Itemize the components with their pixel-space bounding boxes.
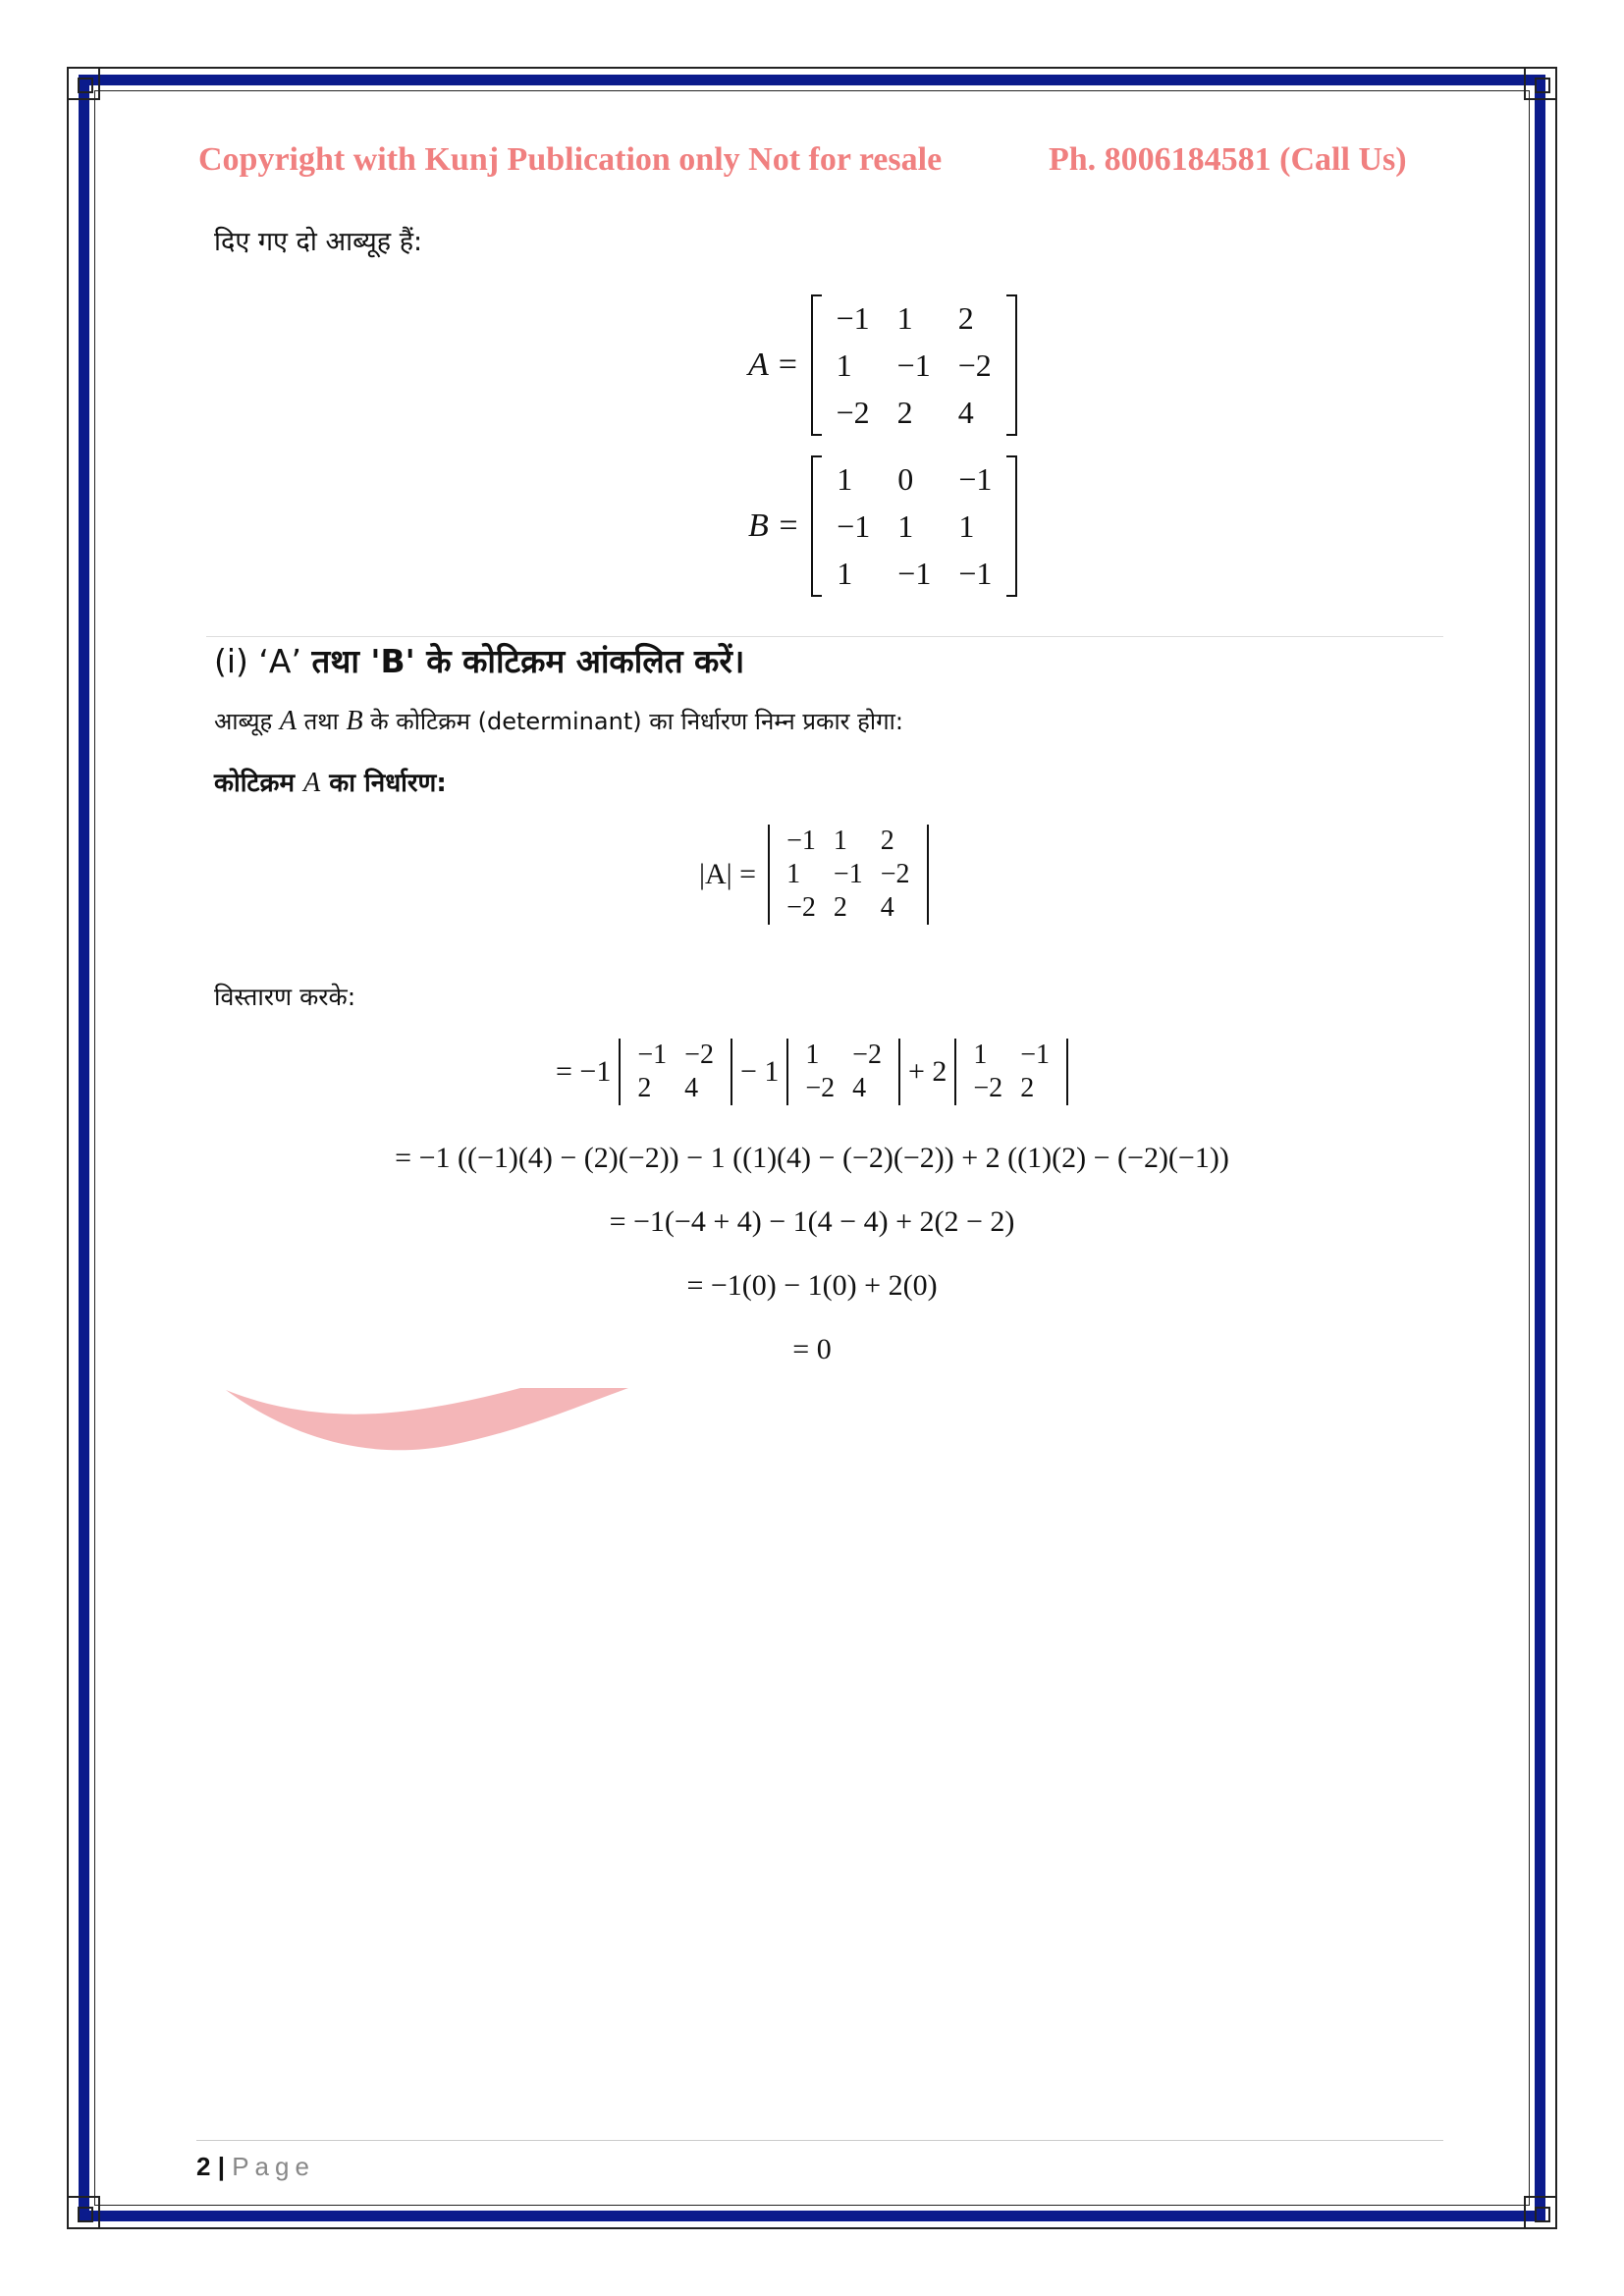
matrix-cell: 1 <box>958 507 975 544</box>
matrix-row <box>823 389 1005 436</box>
matrix-cell: −1 <box>637 1040 668 1070</box>
step-3: = −1(0) − 1(0) + 2(0) <box>686 1269 938 1302</box>
part-i-heading <box>214 638 744 682</box>
matrix-cell: 2 <box>880 826 894 856</box>
expansion-term-2: − 1 <box>739 1055 780 1088</box>
matrix-cell: 2 <box>957 299 974 336</box>
copyright-header <box>198 141 1435 179</box>
matrix-row <box>964 1039 1058 1072</box>
description-var-b: B <box>346 706 363 736</box>
expand-label: विस्तारण करके: <box>214 983 356 1011</box>
description-pre: आब्यूह <box>214 708 280 735</box>
page-number: 2 <box>196 2152 211 2181</box>
determinant-a-label: |A| = <box>699 858 757 890</box>
minor-2 <box>786 1039 900 1105</box>
matrix-cell: 2 <box>833 892 847 923</box>
step-4: = 0 <box>792 1333 832 1365</box>
expansion-term-1: = −1 <box>556 1055 612 1088</box>
matrix-cell: −2 <box>805 1073 836 1103</box>
corner-ornament-bottom-left <box>67 2196 100 2229</box>
corner-ornament-top-right <box>1524 67 1557 100</box>
matrix-cell: 1 <box>805 1040 820 1070</box>
matrix-b-brackets <box>811 455 1017 597</box>
matrix-cell: 1 <box>837 555 853 591</box>
expansion-term-3: + 2 <box>907 1055 947 1088</box>
determinant-a <box>699 825 929 925</box>
matrix-cell: 2 <box>637 1073 652 1103</box>
matrix-cell: 1 <box>786 859 801 889</box>
determinant-a-table <box>778 825 918 925</box>
matrix-cell: −1 <box>837 507 871 544</box>
subheading-pre: कोटिक्रम <box>214 769 304 798</box>
description-var-a: A <box>279 706 297 736</box>
matrix-cell: 1 <box>833 826 847 856</box>
matrix-cell: −1 <box>786 826 816 856</box>
page-separator: | <box>217 2152 225 2181</box>
matrix-cell: −1 <box>897 555 932 591</box>
matrix-row <box>778 891 918 925</box>
page-label: Page <box>232 2152 315 2181</box>
matrix-row <box>823 294 1005 342</box>
matrix-cell: 1 <box>836 347 852 383</box>
matrix-cell: −1 <box>958 460 993 497</box>
matrix-row <box>778 825 918 858</box>
matrix-cell: −2 <box>973 1073 1003 1103</box>
matrix-cell: 2 <box>896 394 913 430</box>
matrix-b-label: B = <box>748 507 800 544</box>
matrix-cell: −2 <box>957 347 992 383</box>
corner-ornament-top-left <box>67 67 100 100</box>
matrix-b-table <box>823 455 1005 597</box>
description-post: के कोटिक्रम (determinant) का निर्धारण निम्न प्रकार होगा: <box>362 708 903 735</box>
matrix-cell: −1 <box>833 859 863 889</box>
part-i-prefix: (i) ‘A’ <box>214 642 312 680</box>
matrix-cell: −1 <box>958 555 993 591</box>
description-mid: तथा <box>296 708 347 735</box>
copyright-text: Copyright with Kunj Publication only Not for resale <box>198 141 943 178</box>
matrix-a <box>748 294 1017 436</box>
subheading-post: का निर्धारण: <box>320 769 447 798</box>
matrix-cell: −1 <box>1020 1040 1050 1070</box>
step-2: = −1(−4 + 4) − 1(4 − 4) + 2(2 − 2) <box>609 1205 1015 1238</box>
matrix-cell: −2 <box>852 1040 882 1070</box>
phone-text: Ph. 8006184581 (Call Us) <box>1049 141 1407 178</box>
matrix-row <box>796 1039 891 1072</box>
step-1: = −1 ((−1)(4) − (2)(−2)) − 1 ((1)(4) − (−2)(−2)) + 2 ((1)(2) − (−2)(−1)) <box>395 1142 1229 1174</box>
minor-3 <box>954 1039 1068 1105</box>
matrix-row <box>964 1072 1058 1105</box>
matrix-row <box>823 550 1005 597</box>
matrix-row <box>796 1072 891 1105</box>
matrix-row <box>823 503 1005 550</box>
section-divider <box>206 636 1443 637</box>
watermark-swoosh <box>226 1384 638 1463</box>
matrix-b <box>748 455 1017 597</box>
matrix-a-label: A = <box>748 347 799 383</box>
minor-1 <box>619 1039 732 1105</box>
subheading <box>214 764 447 799</box>
description-text <box>214 705 903 737</box>
matrix-cell: 4 <box>957 394 974 430</box>
matrix-cell: 2 <box>1020 1073 1035 1103</box>
part-i-title: तथा 'B' के कोटिक्रम आंकलित करें। <box>311 642 745 680</box>
matrix-a-brackets <box>811 294 1017 436</box>
matrix-cell: 0 <box>897 460 914 497</box>
minor-1-table <box>628 1039 723 1105</box>
matrix-cell: −2 <box>684 1040 714 1070</box>
matrix-cell: 1 <box>973 1040 988 1070</box>
matrix-cell: 1 <box>897 507 914 544</box>
matrix-cell: 1 <box>896 299 913 336</box>
minor-3-table <box>964 1039 1058 1105</box>
minor-2-table <box>796 1039 891 1105</box>
matrix-a-table <box>823 294 1005 436</box>
matrix-row <box>628 1039 723 1072</box>
matrix-cell: −2 <box>836 394 870 430</box>
matrix-cell: −2 <box>880 859 910 889</box>
matrix-cell: 4 <box>880 892 894 923</box>
matrix-row <box>823 342 1005 389</box>
matrix-cell: −1 <box>836 299 870 336</box>
matrix-row <box>823 455 1005 503</box>
matrix-row <box>778 858 918 891</box>
determinant-a-bars <box>768 825 928 925</box>
expansion-line <box>0 1039 1624 1105</box>
page-footer <box>196 2152 315 2182</box>
matrix-cell: −2 <box>786 892 816 923</box>
matrix-cell: 1 <box>837 460 853 497</box>
footer-divider <box>196 2140 1443 2141</box>
matrix-cell: −1 <box>896 347 931 383</box>
intro-text: दिए गए दो आब्यूह हैं: <box>214 227 423 257</box>
corner-ornament-bottom-right <box>1524 2196 1557 2229</box>
matrix-cell: 4 <box>684 1073 699 1103</box>
subheading-var-a: A <box>303 768 321 798</box>
matrix-cell: 4 <box>852 1073 867 1103</box>
matrix-row <box>628 1072 723 1105</box>
